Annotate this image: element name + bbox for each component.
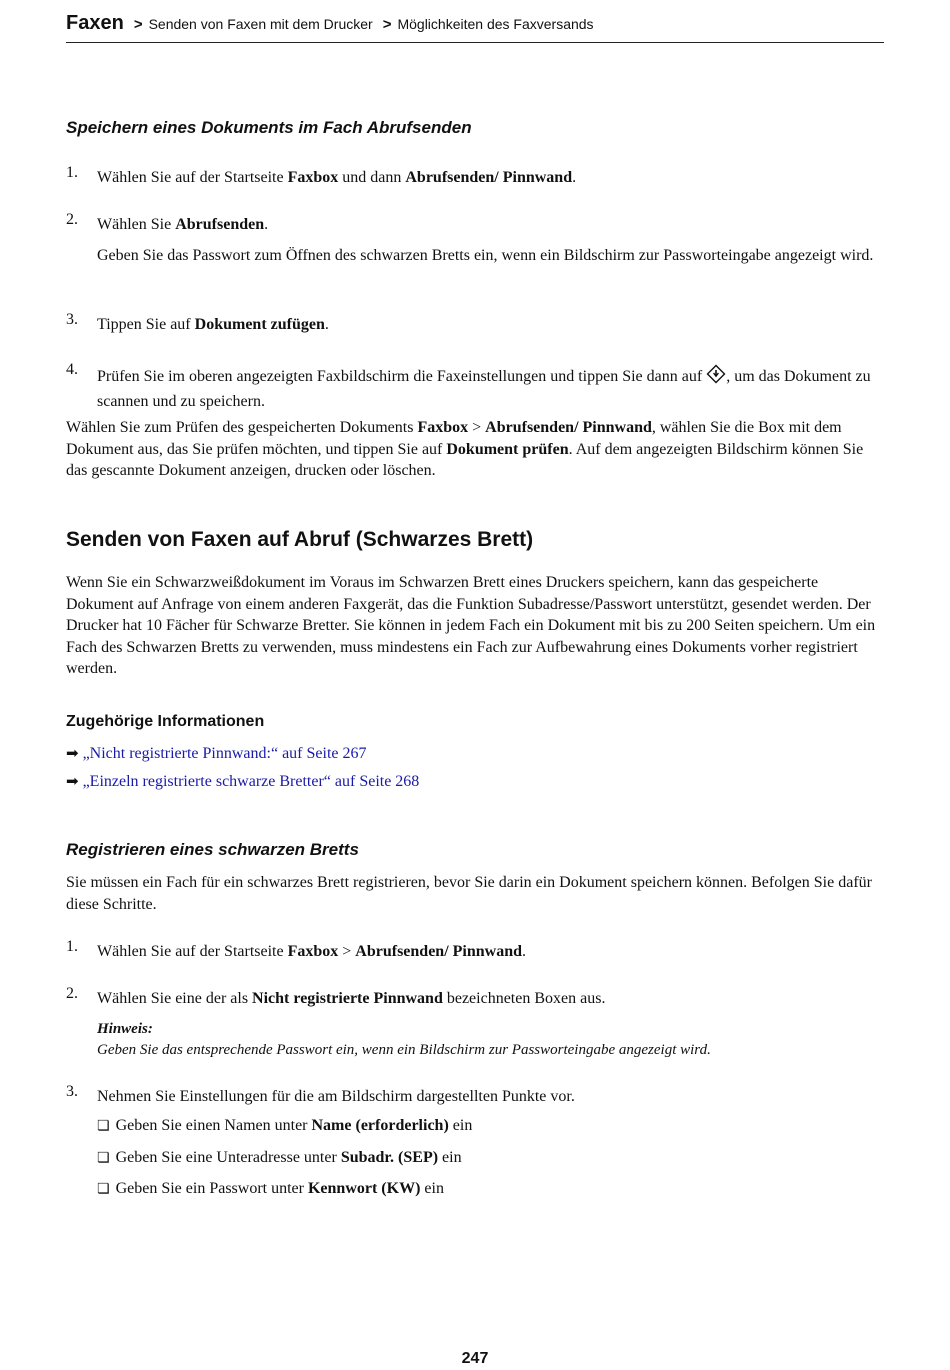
step-number: 2. bbox=[66, 211, 78, 228]
step-text: Prüfen Sie im oberen angezeigten Faxbildschirm die Faxeinstellungen und tippen Sie dann auf , um das Dokument zu scannen und zu speichern. bbox=[97, 364, 884, 412]
related-link[interactable]: ➡ „Nicht registrierte Pinnwand:“ auf Seite 267 bbox=[66, 744, 367, 762]
step-text: Wählen Sie auf der Startseite Faxbox und dann Abrufsenden/ Pinnwand. bbox=[97, 169, 577, 186]
section-heading: Senden von Faxen auf Abruf (Schwarzes Brett) bbox=[66, 528, 534, 551]
step-text: Wählen Sie Abrufsenden. bbox=[97, 216, 269, 233]
paragraph: Sie müssen ein Fach für ein schwarzes Brett registrieren, bevor Sie darin ein Dokument speichern können. Befolgen Sie dafür diese Schritte. bbox=[66, 874, 872, 913]
checkbox-icon: ❏ bbox=[97, 1181, 110, 1197]
note-text: Geben Sie das entsprechende Passwort ein, wenn ein Bildschirm zur Passworteingabe angezeigt wird. bbox=[97, 1042, 711, 1058]
step-number: 3. bbox=[66, 1083, 78, 1100]
checklist-item: ❏ Geben Sie eine Unteradresse unter Subadr. (SEP) ein bbox=[97, 1149, 462, 1166]
step-text: Wählen Sie eine der als Nicht registrierte Pinnwand bezeichneten Boxen aus. bbox=[97, 990, 606, 1007]
step-number: 1. bbox=[66, 938, 78, 955]
right-arrow-icon: ➡ bbox=[66, 772, 79, 790]
step-number: 2. bbox=[66, 985, 78, 1002]
related-link[interactable]: ➡ „Einzeln registrierte schwarze Bretter“ auf Seite 268 bbox=[66, 772, 420, 790]
step-text: Nehmen Sie Einstellungen für die am Bildschirm dargestellten Punkte vor. bbox=[97, 1088, 575, 1105]
checkbox-icon: ❏ bbox=[97, 1150, 110, 1166]
step-text: Wählen Sie auf der Startseite Faxbox > Abrufsenden/ Pinnwand. bbox=[97, 943, 527, 960]
start-diamond-icon bbox=[706, 364, 726, 391]
section-title: Registrieren eines schwarzen Bretts bbox=[66, 840, 359, 859]
breadcrumb-chapter: Faxen bbox=[66, 12, 124, 34]
breadcrumb bbox=[66, 12, 884, 43]
checklist-item: ❏ Geben Sie einen Namen unter Name (erforderlich) ein bbox=[97, 1117, 473, 1134]
step-number: 4. bbox=[66, 361, 78, 378]
step-number: 3. bbox=[66, 311, 78, 328]
step-subtext: Geben Sie das Passwort zum Öffnen des schwarzen Bretts ein, wenn ein Bildschirm zur Passworteingabe angezeigt wird. bbox=[97, 247, 874, 264]
breadcrumb-separator: > bbox=[133, 16, 143, 33]
paragraph: Wenn Sie ein Schwarzweißdokument im Voraus im Schwarzen Brett eines Druckers speichern, kann das gespeicherte Dokument auf Anfrage von einem anderen Faxgerät, das die Funktion Subadresse/Passwort unterstützt, gesendet werden. Der Drucker hat 10 Fächer für Schwarze Bretter. Sie können in jedem Fach ein Dokument mit bis zu 200 Seiten speichern. Um ein Fach des Schwarzen Bretts zu verwenden, muss mindestens ein Fach zur Aufbewahrung eines Dokuments vorher registriert werden. bbox=[66, 574, 876, 677]
breadcrumb-separator: > bbox=[382, 16, 392, 33]
section-title: Speichern eines Dokuments im Fach Abrufsenden bbox=[66, 118, 472, 137]
paragraph: Wählen Sie zum Prüfen des gespeicherten Dokuments Faxbox > Abrufsenden/ Pinnwand, wählen Sie die Box mit dem Dokument aus, das Sie prüfen möchten, und tippen Sie auf Dokument prüfen. Auf dem angezeigten Bildschirm können Sie das gescannte Dokument anzeigen, drucken oder löschen. bbox=[66, 419, 864, 479]
step-text: Tippen Sie auf Dokument zufügen. bbox=[97, 316, 329, 333]
breadcrumb-subsection: Möglichkeiten des Faxversands bbox=[397, 16, 594, 32]
step-number: 1. bbox=[66, 164, 78, 181]
related-info-title: Zugehörige Informationen bbox=[66, 713, 265, 730]
checklist-item: ❏ Geben Sie ein Passwort unter Kennwort (KW) ein bbox=[97, 1180, 444, 1197]
note-label: Hinweis: bbox=[97, 1021, 153, 1037]
right-arrow-icon: ➡ bbox=[66, 744, 79, 762]
checkbox-icon: ❏ bbox=[97, 1118, 110, 1134]
page-number: 247 bbox=[461, 1350, 489, 1367]
breadcrumb-section: Senden von Faxen mit dem Drucker bbox=[148, 16, 373, 32]
